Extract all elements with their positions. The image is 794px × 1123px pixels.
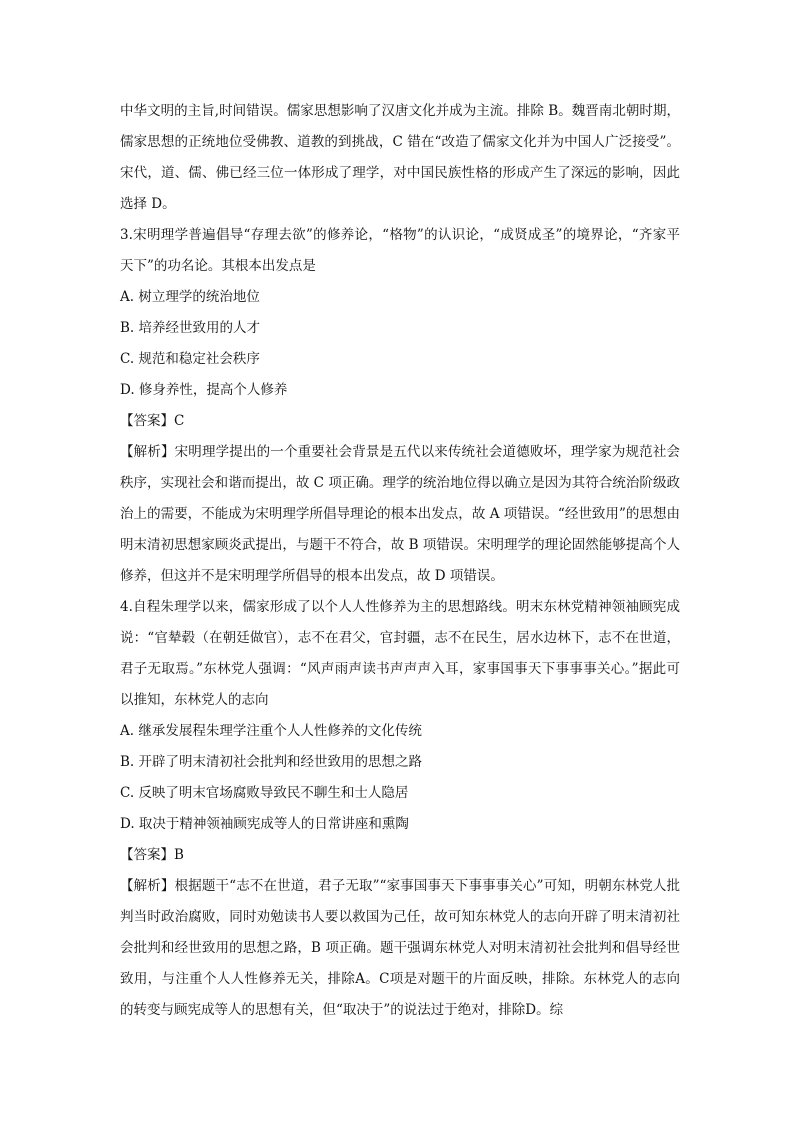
question-4-stem: 4.自程朱理学以来，儒家形成了以个人人性修养为主的思想路线。明末东林党精神领袖顾宪成说：“官辇毂（在朝廷做官），志不在君父，官封疆，志不在民生，居水边林下，志不在世道，君子无取焉。”东林党人强调：“风声雨声读书声声声入耳，家事国事天下事事事关心。”据此可以推知，东林党人的志向 <box>120 599 680 708</box>
question-4-option-a: A. 继承发展程朱理学注重个人人性修养的文化传统 <box>120 723 422 739</box>
question-3-answer: 【答案】C <box>120 413 185 429</box>
question-3-option-b: B. 培养经世致用的人才 <box>120 320 261 336</box>
question-3-option-a: A. 树立理学的统治地位 <box>120 289 260 305</box>
question-3-option-c: C. 规范和稳定社会秩序 <box>120 351 260 367</box>
document-body <box>120 96 680 1026</box>
question-4-option-d: D. 取决于精神领袖顾宪成等人的日常讲座和熏陶 <box>120 816 409 832</box>
question-4-analysis: 【解析】根据题干“志不在世道，君子无取”“家事国事天下事事事关心”可知，明朝东林党人批判当时政治腐败，同时劝勉读书人要以救国为己任，故可知东林党人的志向开辟了明末清初社会批判和经世致用的思想之路，B 项正确。题干强调东林党人对明末清初社会批判和倡导经世致用，与注重个人人性修养无关，排除A。C项是对题干的片面反映，排除。东林党人的志向的转变与顾宪成等人的思想有关，但“取决于”的说法过于绝对，排除D。综 <box>120 878 680 1018</box>
question-4-option-c: C. 反映了明末官场腐败导致民不聊生和士人隐居 <box>120 785 409 801</box>
question-4-answer: 【答案】B <box>120 847 184 863</box>
question-3-stem: 3.宋明理学普遍倡导“存理去欲”的修养论，“格物”的认识论，“成贤成圣”的境界论，“齐家平天下”的功名论。其根本出发点是 <box>120 227 680 274</box>
question-4-option-b: B. 开辟了明末清初社会批判和经世致用的思想之路 <box>120 754 423 770</box>
question-3-analysis: 【解析】宋明理学提出的一个重要社会背景是五代以来传统社会道德败坏，理学家为规范社会秩序，实现社会和谐而提出，故 C 项正确。理学的统治地位得以确立是因为其符合统治阶级政治上的需要，不能成为宋明理学所倡导理论的根本出发点，故 A 项错误。“经世致用”的思想由明末清初思想家顾炎武提出，与题干不符合，故 B 项错误。宋明理学的理论固然能够提高个人修养，但这并不是宋明理学所倡导的根本出发点，故 D 项错误。 <box>120 444 680 584</box>
question-3-option-d: D. 修身养性，提高个人修养 <box>120 382 288 398</box>
continued-analysis-paragraph: 中华文明的主旨,时间错误。儒家思想影响了汉唐文化并成为主流。排除 B。魏晋南北朝时期，儒家思想的正统地位受佛教、道教的到挑战，C 错在“改造了儒家文化并为中国人广泛接受”。 宋代，道、儒、佛已经三位一体形成了理学，对中国民族性格的形成产生了深远的影响，因此选择 D。 <box>120 103 680 212</box>
